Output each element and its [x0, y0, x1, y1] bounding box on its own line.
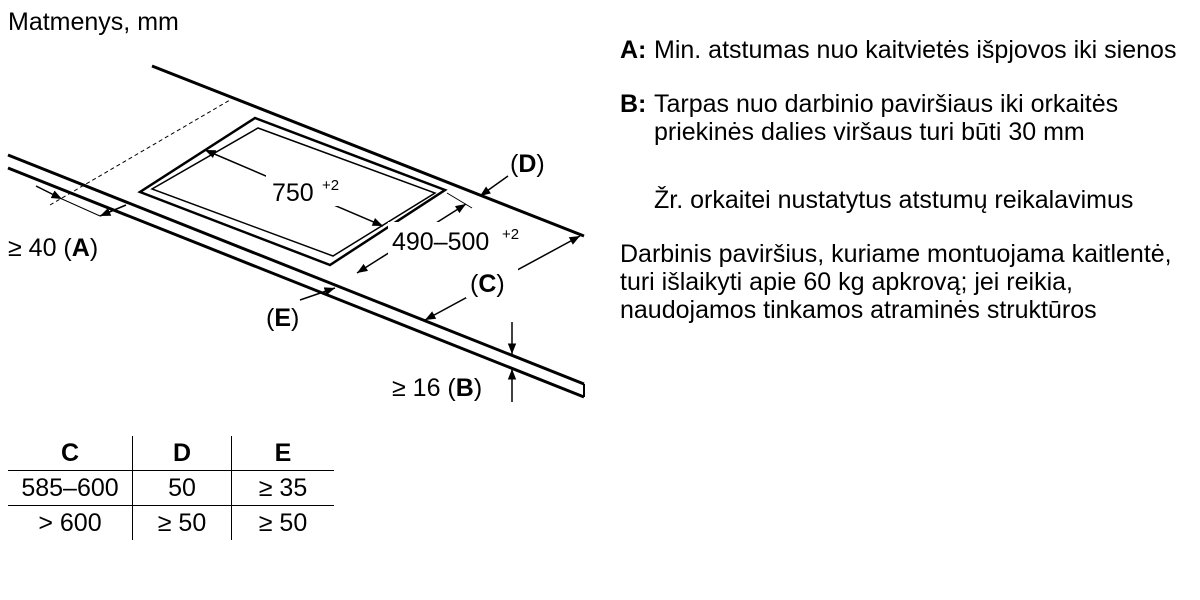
length-dimension-tolerance: +2 [322, 177, 340, 194]
dimension-label-d: (D) [510, 150, 545, 178]
notes-panel [620, 36, 1190, 324]
d-leader-line [480, 176, 508, 196]
dimension-label-b: ≥ 16 (B) [392, 374, 483, 402]
note-b-key: B: [620, 90, 647, 118]
depth-dimension-tolerance: +2 [502, 226, 520, 243]
table-header-e: E [232, 436, 335, 471]
table-cell: ≥ 35 [232, 471, 335, 506]
table-cell: ≥ 50 [133, 506, 232, 541]
table-header-c: C [8, 436, 133, 471]
note-reference: Žr. orkaitei nustatytus atstumų reikalavimus [654, 186, 1134, 214]
note-load: Darbinis paviršius, kuriame montuojama kaitlentė, turi išlaikyti apie 60 kg apkrovą; jei reikia, naudojamos tinkamos atraminės struktūros [620, 240, 1172, 324]
table-cell: ≥ 50 [258, 508, 308, 537]
note-a-key: A: [620, 36, 647, 64]
note-a-text: Min. atstumas nuo kaitvietės išpjovos iki sienos [654, 36, 1177, 64]
table-row [8, 471, 334, 506]
table-header-d: D [133, 436, 232, 471]
table-cell: 50 [133, 471, 232, 506]
worktop-cutout-drawing [0, 0, 600, 430]
note-a [620, 36, 1190, 64]
dimension-label-c: (C) [470, 270, 505, 298]
table-row [8, 506, 334, 541]
table-cell: > 600 [38, 508, 102, 537]
depth-dimension-label: 490–500 [392, 228, 490, 256]
length-dimension-label: 750 [272, 179, 314, 207]
dimension-label-e: (E) [266, 304, 300, 332]
table-cell: 585–600 [8, 471, 133, 506]
dimensions-table [8, 436, 334, 540]
table-header-row [8, 436, 334, 471]
note-b [620, 90, 1190, 146]
diagram-title: Matmenys, mm [8, 8, 179, 36]
note-b-text: Tarpas nuo darbinio paviršiaus iki orkaitės priekinės dalies viršaus turi būti 30 mm [654, 90, 1119, 146]
dimension-label-a: ≥ 40 (A) [8, 234, 99, 262]
